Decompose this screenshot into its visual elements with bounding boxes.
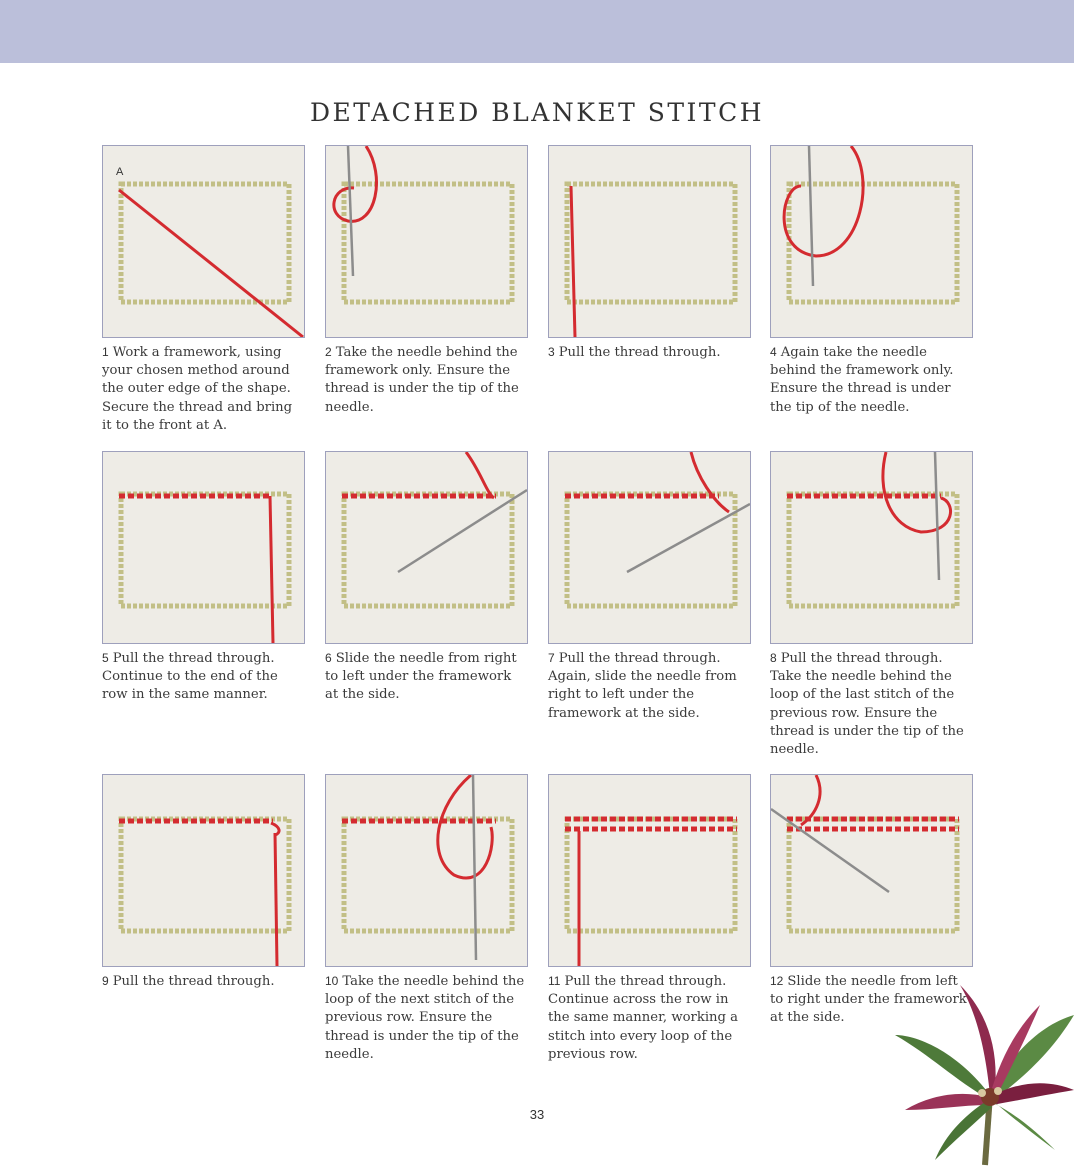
step-number: 10 xyxy=(325,974,339,988)
step-9-illustration xyxy=(103,775,304,966)
step-number: 12 xyxy=(770,974,784,988)
step-11-caption xyxy=(548,972,751,1064)
step-number: 5 xyxy=(102,651,109,665)
step-9-caption xyxy=(102,972,305,991)
step-number: 2 xyxy=(325,345,332,359)
step-number: 7 xyxy=(548,651,555,665)
step-7-photo xyxy=(548,451,751,644)
header-band xyxy=(0,0,1074,63)
step-3-caption xyxy=(548,343,751,362)
step-text: Pull the thread through. xyxy=(558,345,721,360)
step-3-illustration xyxy=(549,146,750,337)
step-8-caption xyxy=(770,649,973,759)
step-12-illustration xyxy=(771,775,972,966)
step-text: Slide the needle from right to left under the framework at the side. xyxy=(325,651,517,703)
step-number: 6 xyxy=(325,651,332,665)
step-2 xyxy=(325,145,528,417)
step-3-photo xyxy=(548,145,751,338)
step-5 xyxy=(102,451,305,705)
step-2-caption xyxy=(325,343,528,417)
page-number: 33 xyxy=(529,1107,545,1122)
step-text: Take the needle behind the loop of the next stitch of the previous row. Ensure the thread is under the tip of the needle. xyxy=(325,974,525,1062)
step-text: Pull the thread through. xyxy=(112,974,275,989)
step-4 xyxy=(770,145,973,417)
step-text: Pull the thread through. Again, slide the needle from right to left under the framework at the side. xyxy=(548,651,737,721)
step-text: Pull the thread through. Take the needle behind the loop of the last stitch of the previous row. Ensure the thread is under the tip of the needle. xyxy=(770,651,964,758)
plant-illustration xyxy=(890,985,1074,1166)
step-text: Pull the thread through. Continue to the end of the row in the same manner. xyxy=(102,651,278,703)
step-6-caption xyxy=(325,649,528,705)
step-2-illustration xyxy=(326,146,527,337)
step-7 xyxy=(548,451,751,723)
step-10 xyxy=(325,774,528,1064)
step-text: Work a framework, using your chosen method around the outer edge of the shape. Secure the thread and bring it to the front at A. xyxy=(102,345,293,433)
step-text: Pull the thread through. Continue across the row in the same manner, working a stitch into every loop of the previous row. xyxy=(548,974,739,1062)
step-7-caption xyxy=(548,649,751,723)
step-4-caption xyxy=(770,343,973,417)
step-number: 1 xyxy=(102,345,109,359)
step-number: 4 xyxy=(770,345,777,359)
step-4-illustration xyxy=(771,146,972,337)
step-8 xyxy=(770,451,973,759)
step-number: 9 xyxy=(102,974,109,988)
step-5-caption xyxy=(102,649,305,705)
step-11 xyxy=(548,774,751,1064)
step-10-photo xyxy=(325,774,528,967)
step-10-caption xyxy=(325,972,528,1064)
step-9-photo xyxy=(102,774,305,967)
step-1-photo xyxy=(102,145,305,338)
step-12-photo xyxy=(770,774,973,967)
step-6 xyxy=(325,451,528,705)
step-text: Slide the needle from left to right under the framework at the side. xyxy=(770,974,967,1026)
page-title: DETACHED BLANKET STITCH xyxy=(309,98,765,127)
step-text: Again take the needle behind the framework only. Ensure the thread is under the tip of the needle. xyxy=(770,345,954,415)
step-4-photo xyxy=(770,145,973,338)
step-9 xyxy=(102,774,305,991)
step-1-caption xyxy=(102,343,305,435)
step-5-photo xyxy=(102,451,305,644)
step-11-illustration xyxy=(549,775,750,966)
step-8-illustration xyxy=(771,452,972,643)
step-number: 8 xyxy=(770,651,777,665)
step-2-photo xyxy=(325,145,528,338)
step-11-photo xyxy=(548,774,751,967)
step-8-photo xyxy=(770,451,973,644)
step-7-illustration xyxy=(549,452,750,643)
step-number: 11 xyxy=(548,974,561,988)
step-10-illustration xyxy=(326,775,527,966)
step-1 xyxy=(102,145,305,435)
step-5-illustration xyxy=(103,452,304,643)
step-3 xyxy=(548,145,751,362)
step-6-photo xyxy=(325,451,528,644)
step-number: 3 xyxy=(548,345,555,359)
step-6-illustration xyxy=(326,452,527,643)
step-text: Take the needle behind the framework only. Ensure the thread is under the tip of the needle. xyxy=(325,345,519,415)
step-1-illustration xyxy=(103,146,304,337)
point-a-label: A xyxy=(116,166,124,178)
